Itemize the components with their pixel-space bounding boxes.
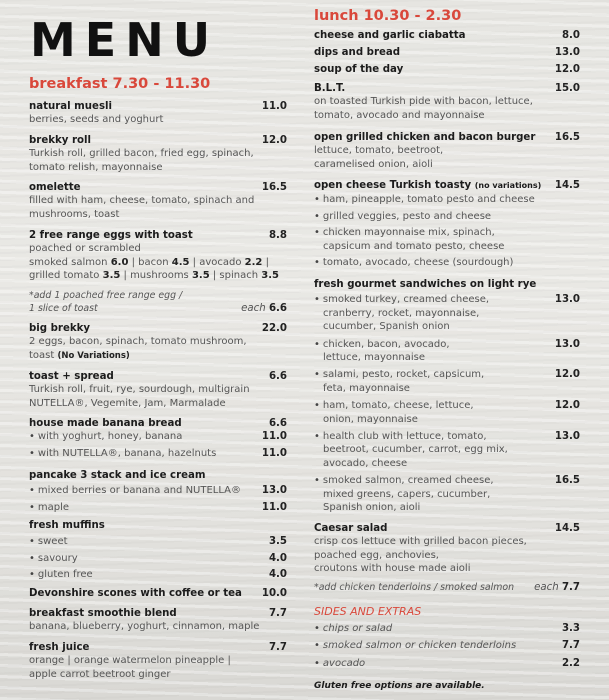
- menu-item-muffins: [29, 519, 287, 582]
- item-description: on toasted Turkish pide with bacon, lettuce,: [314, 96, 533, 108]
- item-name: natural muesli: [29, 101, 113, 112]
- menu-item-omelette: [29, 181, 287, 221]
- option-row: • health club with lettuce, tomato, 13.0 beetroot, cucumber, carrot, egg mix, avocado, cheese: [314, 431, 580, 469]
- menu-item-gourmet-sandwiches: [314, 278, 580, 515]
- option-row: • chicken, bacon, avocado, 13.0 lettuce, mayonnaise: [314, 338, 580, 364]
- menu-item-banana-bread: [29, 417, 287, 460]
- gluten-free-note: Gluten free options are available.: [314, 681, 485, 691]
- item-description: tomato, avocado and mayonnaise: [314, 109, 485, 121]
- side-item: • avocado 2.2: [314, 657, 580, 669]
- add-egg-note: *add 1 poached free range egg /: [29, 289, 183, 301]
- sides-heading: SIDES AND EXTRAS: [314, 605, 422, 618]
- item-price: 8.0: [561, 30, 580, 41]
- option-row: • smoked salmon, creamed cheese, 16.5 mixed greens, capers, cucumber, Spanish onion, aioli: [314, 475, 580, 514]
- option-row: • smoked turkey, creamed cheese, 13.0 cranberry, rocket, mayonnaise, cucumber, Spanish onion: [314, 294, 580, 333]
- option-row: • mixed berries or banana and NUTELLA® 13.0: [29, 485, 287, 497]
- option-row: • ham, tomato, cheese, lettuce, 12.0 onion, mayonnaise: [314, 400, 580, 425]
- item-description: caramelised onion, aioli: [314, 158, 433, 170]
- item-price: 7.7: [268, 642, 287, 653]
- option-row: • sweet 3.5: [29, 536, 287, 548]
- item-description: poached egg, anchovies,: [314, 549, 439, 561]
- item-price: 22.0: [261, 323, 287, 334]
- side-item: • chips or salad 3.3: [314, 623, 580, 634]
- item-name: big brekky: [29, 323, 91, 334]
- menu-item-big-brekky: [29, 322, 287, 363]
- option-row: • with yoghurt, honey, banana 11.0: [29, 431, 287, 443]
- option-row: • tomato, avocado, cheese (sourdough): [314, 257, 514, 269]
- item-name: fresh juice: [29, 642, 90, 653]
- item-price: 11.0: [261, 101, 287, 112]
- menu-item-chicken-burger: [314, 131, 580, 171]
- side-item: • smoked salmon or chicken tenderloins 7.7: [314, 640, 580, 652]
- item-name: B.L.T.: [314, 83, 346, 94]
- lunch-heading: lunch 10.30 - 2.30: [314, 8, 462, 24]
- menu-item-caesar-salad: [314, 522, 580, 594]
- item-description: NUTELLA®, Vegemite, Jam, Marmalade: [29, 397, 226, 409]
- item-name: house made banana bread: [29, 418, 182, 429]
- item-name: 2 free range eggs with toast: [29, 230, 193, 241]
- item-name: toast + spread: [29, 371, 114, 382]
- option-row: • salami, pesto, rocket, capsicum, 12.0 feta, mayonnaise: [314, 369, 580, 394]
- item-name: dips and bread: [314, 47, 401, 58]
- item-price: 6.6: [268, 418, 287, 429]
- option-row-cont: capsicum and tomato pesto, cheese: [323, 240, 505, 252]
- menu-item-brekky-roll: [29, 134, 287, 174]
- item-price: 16.5: [554, 132, 580, 143]
- item-price: 13.0: [554, 47, 580, 58]
- option-row: • gluten free 4.0: [29, 569, 287, 581]
- option-row: • chicken mayonnaise mix, spinach,: [314, 227, 495, 239]
- menu-item-toast-spread: [29, 370, 287, 410]
- item-name: pancake 3 stack and ice cream: [29, 470, 206, 481]
- item-description: crisp cos lettuce with grilled bacon pieces,: [314, 536, 527, 548]
- option-row: • maple 11.0: [29, 501, 287, 513]
- item-description: 2 eggs, bacon, spinach, tomato mushroom,: [29, 336, 247, 348]
- item-price: 7.7: [268, 608, 287, 619]
- item-description: poached or scrambled: [29, 243, 141, 255]
- item-description: Turkish roll, grilled bacon, fried egg, spinach,: [29, 148, 254, 160]
- extras-line-2: grilled tomato 3.5 | mushrooms 3.5 | spinach 3.5: [29, 270, 279, 282]
- item-name: Devonshire scones with coffee or tea: [29, 588, 242, 599]
- item-name: open cheese Turkish toasty (no variations): [314, 180, 542, 191]
- sides-section: [314, 605, 580, 670]
- option-row: • savoury 4.0: [29, 552, 287, 564]
- item-price: 8.8: [268, 230, 287, 241]
- menu-item-smoothie: [29, 607, 287, 634]
- menu-item-fresh-juice: [29, 641, 287, 681]
- item-name: breakfast smoothie blend: [29, 608, 177, 619]
- item-description: orange | orange watermelon pineapple |: [29, 655, 231, 667]
- item-name: open grilled chicken and bacon burger: [314, 132, 536, 143]
- item-description: apple carrot beetroot ginger: [29, 668, 171, 680]
- item-description: banana, blueberry, yoghurt, cinnamon, maple: [29, 621, 260, 633]
- add-egg-note: 1 slice of toast: [29, 302, 98, 314]
- note-price: each 7.7: [534, 581, 580, 593]
- item-price: 6.6: [268, 371, 287, 382]
- breakfast-heading: breakfast 7.30 - 11.30: [29, 76, 211, 92]
- menu-item-dips: [314, 46, 580, 59]
- menu-item-devonshire-scones: [29, 587, 287, 600]
- item-description: toast (No Variations): [29, 349, 130, 361]
- menu-item-free-range-eggs: [29, 229, 287, 315]
- item-name: soup of the day: [314, 64, 404, 75]
- item-description: filled with ham, cheese, tomato, spinach and: [29, 195, 255, 207]
- item-name: fresh gourmet sandwiches on light rye: [314, 279, 537, 290]
- item-name: omelette: [29, 182, 81, 193]
- item-price: 12.0: [261, 135, 287, 146]
- item-description: tomato relish, mayonnaise: [29, 161, 163, 173]
- item-description: lettuce, tomato, beetroot,: [314, 145, 444, 157]
- item-price: 14.5: [554, 180, 580, 191]
- item-price: 10.0: [261, 588, 287, 599]
- item-price: 15.0: [554, 83, 580, 94]
- option-row: • grilled veggies, pesto and cheese: [314, 210, 492, 222]
- menu-title: MENU: [30, 13, 220, 67]
- option-row: • with NUTELLA®, banana, hazelnuts 11.0: [29, 447, 287, 459]
- item-price: 12.0: [554, 64, 580, 75]
- item-price: 16.5: [261, 182, 287, 193]
- menu-item-blt: [314, 82, 580, 122]
- extras-line-1: smoked salmon 6.0 | bacon 4.5 | avocado 2.2 |: [29, 256, 269, 268]
- item-description: berries, seeds and yoghurt: [29, 114, 164, 126]
- item-description: mushrooms, toast: [29, 208, 120, 220]
- menu-item-ciabatta: [314, 29, 580, 42]
- item-price: 14.5: [554, 523, 580, 534]
- item-name: cheese and garlic ciabatta: [314, 30, 466, 41]
- add-protein-note: *add chicken tenderloins / smoked salmon: [314, 581, 515, 593]
- option-row: • ham, pineapple, tomato pesto and cheese: [314, 194, 535, 206]
- item-name: fresh muffins: [29, 520, 105, 531]
- menu-item-pancakes: [29, 469, 287, 514]
- menu-item-turkish-toasty: [314, 179, 580, 269]
- note-price: each 6.6: [241, 302, 287, 314]
- menu-item-natural-muesli: [29, 100, 287, 127]
- item-description: Turkish roll, fruit, rye, sourdough, multigrain: [29, 384, 250, 396]
- item-description: croutons with house made aioli: [314, 563, 471, 575]
- item-name: brekky roll: [29, 135, 91, 146]
- menu-item-soup: [314, 63, 580, 76]
- item-name: Caesar salad: [314, 523, 388, 534]
